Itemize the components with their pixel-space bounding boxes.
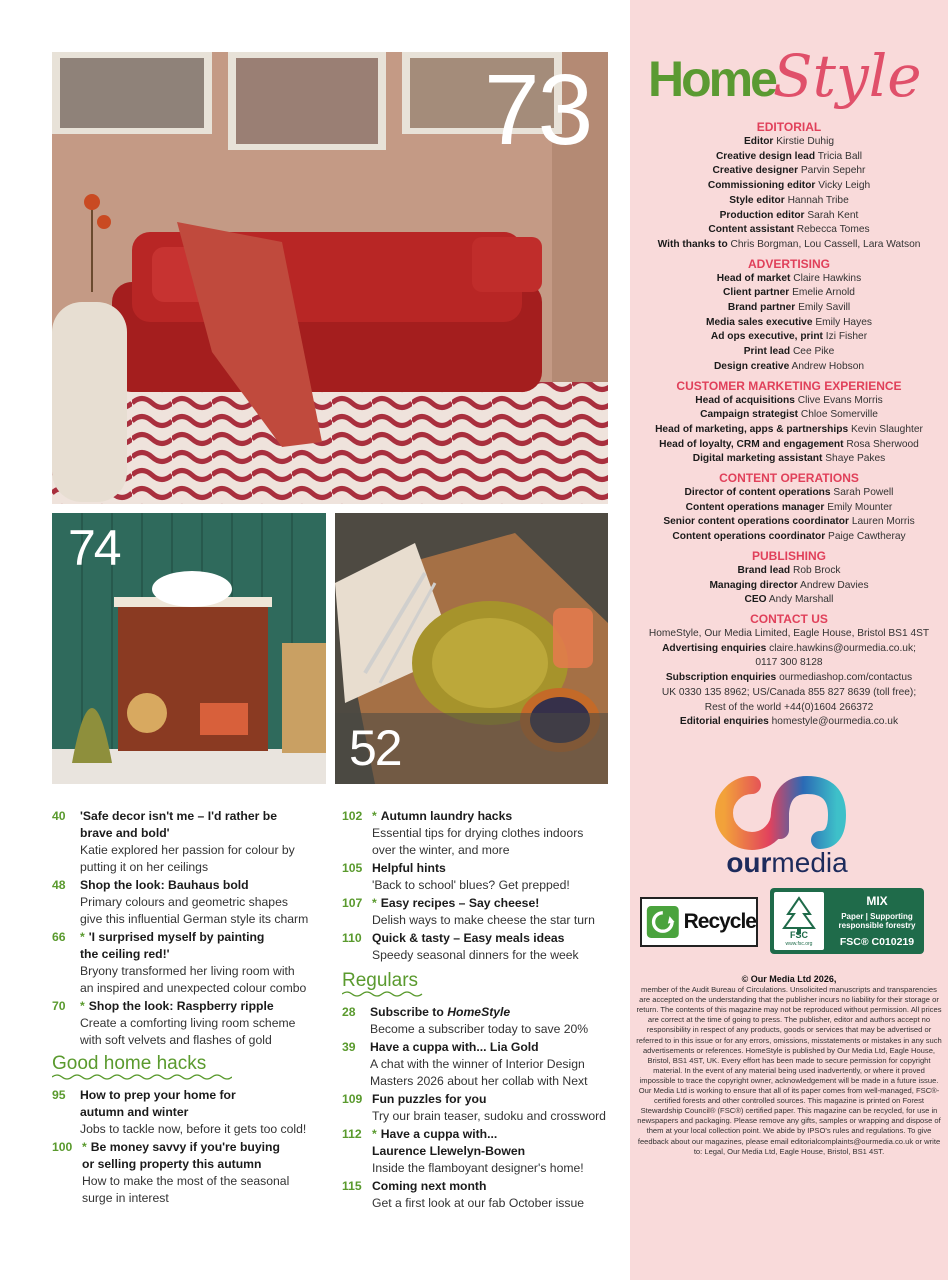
credit-role: Head of market xyxy=(716,272,791,284)
credit-name: Paige Cawtheray xyxy=(828,531,906,543)
contents-item xyxy=(52,929,332,997)
page-ref: 48 xyxy=(52,878,66,892)
headline-text: Easy recipes – Say cheese! xyxy=(380,896,540,910)
item-description: give this influential German style its charm xyxy=(80,912,309,926)
credit-role: Content operations coordinator xyxy=(672,531,826,543)
credit-name: Emelie Arnold xyxy=(792,287,855,299)
credit-name: Chloe Somerville xyxy=(800,409,878,421)
credit-role: Content assistant xyxy=(708,224,794,236)
item-description: Essential tips for drying clothes indoors xyxy=(372,826,584,840)
credit-role: Digital marketing assistant xyxy=(692,453,823,465)
page-ref: 112 xyxy=(342,1127,362,1141)
credit-role: CEO xyxy=(744,594,767,606)
headline-text: Subscribe to xyxy=(370,1005,448,1019)
credit-name: Clive Evans Morris xyxy=(797,394,883,406)
credit-role: Editor xyxy=(743,136,774,147)
item-description: Delish ways to make cheese the star turn xyxy=(372,913,595,927)
credit-name: Shaye Pakes xyxy=(825,453,886,465)
credit-role: With thanks to xyxy=(657,238,728,250)
recycle-badge xyxy=(640,897,758,947)
headline-line-2: Laurence Llewelyn-Bowen xyxy=(372,1144,526,1158)
star-icon: * xyxy=(80,999,85,1013)
star-icon: * xyxy=(372,896,377,910)
credit-row xyxy=(630,316,948,331)
credit-section-heading: EDITORIAL xyxy=(756,120,822,134)
credit-row xyxy=(630,209,948,224)
masthead-panel xyxy=(630,0,948,1280)
contents-item xyxy=(52,1139,332,1207)
page-ref: 107 xyxy=(342,896,363,910)
headline-text: Have a cuppa with... xyxy=(380,1127,498,1141)
ourmedia-wordmark: ourmedia xyxy=(726,847,848,878)
contents-item xyxy=(342,895,624,929)
credit-name: Parvin Sepehr xyxy=(800,165,866,177)
item-headline xyxy=(372,1091,486,1108)
advertising-enquiries: Advertising enquiries claire.hawkins@ourmedia.co.uk; xyxy=(662,642,916,654)
contents-item xyxy=(52,808,332,876)
item-description: 'Back to school' blues? Get prepped! xyxy=(372,878,570,892)
credit-row xyxy=(630,394,948,409)
homestyle-logo xyxy=(648,42,922,110)
credit-row xyxy=(630,286,948,301)
headline-text: 'Safe decor isn't me – I'd rather be xyxy=(80,809,277,823)
page-ref: 115 xyxy=(342,1179,362,1193)
logo-home: Home xyxy=(648,51,775,107)
credit-name: Tricia Ball xyxy=(817,150,863,162)
section-heading-good-home-hacks: Good home hacks xyxy=(52,1053,207,1074)
item-headline xyxy=(370,1004,510,1021)
page-ref: 70 xyxy=(52,999,66,1013)
credit-role: Head of marketing, apps & partnerships xyxy=(655,423,849,435)
credit-role: Brand partner xyxy=(727,302,796,314)
headline-line-2: the ceiling red!' xyxy=(80,947,170,961)
item-headline xyxy=(372,860,446,877)
page-ref: 28 xyxy=(342,1005,356,1019)
credit-row xyxy=(630,330,948,345)
item-headline xyxy=(80,998,274,1015)
contact-address: HomeStyle, Our Media Limited, Eagle House, Bristol BS1 4ST xyxy=(648,627,930,639)
contents-item xyxy=(52,1087,332,1138)
credit-role: Ad ops executive, print xyxy=(710,331,823,343)
legal-notice xyxy=(636,974,942,1157)
headline-text: Autumn laundry hacks xyxy=(380,809,513,823)
page-number-52: 52 xyxy=(349,720,401,776)
credit-row xyxy=(630,579,948,594)
item-description: Masters 2026 about her collab with Next xyxy=(370,1074,588,1088)
contents-item xyxy=(342,1004,624,1038)
credit-role: Print lead xyxy=(743,346,791,358)
contents-item xyxy=(342,1039,624,1090)
item-description: How to make the most of the seasonal xyxy=(82,1174,290,1188)
credit-role: Creative design lead xyxy=(715,150,816,162)
advertising-phone: 0117 300 8128 xyxy=(755,657,823,669)
item-headline xyxy=(370,1039,539,1056)
item-description: Speedy seasonal dinners for the week xyxy=(372,948,579,962)
credit-row xyxy=(630,423,948,438)
star-icon: * xyxy=(82,1140,87,1154)
fsc-tree-icon xyxy=(774,892,824,950)
contents-item xyxy=(342,1178,624,1212)
star-icon: * xyxy=(372,1127,377,1141)
item-description: Primary colours and geometric shapes xyxy=(80,895,288,909)
credit-row xyxy=(630,530,948,545)
item-description: A chat with the winner of Interior Design xyxy=(370,1057,585,1071)
contact-heading: CONTACT US xyxy=(750,611,828,626)
credit-name: Kirstie Duhig xyxy=(776,136,835,147)
contents-item xyxy=(342,1091,624,1125)
fsc-support: Paper | Supporting responsible forestry xyxy=(838,912,916,930)
credit-row xyxy=(630,564,948,579)
credit-row xyxy=(630,272,948,287)
item-description: Jobs to tackle now, before it gets too cold! xyxy=(80,1122,307,1136)
credit-role: Content operations manager xyxy=(685,501,825,513)
credit-row xyxy=(630,408,948,423)
item-description: putting it on her ceilings xyxy=(80,860,209,874)
credit-row xyxy=(630,360,948,375)
contents-item xyxy=(342,930,624,964)
credit-name: Andrew Davies xyxy=(800,579,869,591)
credit-name: Emily Mounter xyxy=(827,501,893,513)
credit-role: Commissioning editor xyxy=(707,180,816,192)
section-heading-regulars: Regulars xyxy=(342,970,419,991)
credit-row xyxy=(630,501,948,516)
item-headline xyxy=(372,1126,497,1143)
page-ref: 66 xyxy=(52,930,66,944)
credit-row xyxy=(630,179,948,194)
headline-line-2: autumn and winter xyxy=(80,1105,189,1119)
credit-role: Media sales executive xyxy=(706,316,813,328)
headline-text: Fun puzzles for you xyxy=(372,1092,487,1106)
credit-row xyxy=(630,593,948,608)
credit-name: Rebecca Tomes xyxy=(796,224,870,236)
subscription-enquiries: Subscription enquiries ourmediashop.com/contactus xyxy=(665,672,913,684)
credit-section-heading: ADVERTISING xyxy=(747,256,830,271)
item-description: Try our brain teaser, sudoku and crossword xyxy=(372,1109,606,1123)
contents-mid-column xyxy=(342,808,624,1213)
headline-text: Shop the look: Raspberry ripple xyxy=(88,999,274,1013)
headline-text: Quick & tasty – Easy meals ideas xyxy=(372,931,565,945)
credit-name: Emily Hayes xyxy=(815,316,872,328)
credit-name: Kevin Slaughter xyxy=(850,423,923,435)
page-number-74: 74 xyxy=(68,520,120,576)
item-headline xyxy=(80,929,264,946)
item-description: surge in interest xyxy=(82,1191,169,1205)
bathroom-photo xyxy=(52,513,326,784)
item-headline xyxy=(372,1178,486,1195)
headline-text: Have a cuppa with... Lia Gold xyxy=(370,1040,539,1054)
fsc-code: FSC® C010219 xyxy=(839,936,915,948)
headline-text: Be money savvy if you're buying xyxy=(90,1140,280,1154)
table-setting-photo xyxy=(335,513,608,784)
item-headline xyxy=(80,1087,236,1104)
item-description: Get a first look at our fab October issue xyxy=(372,1196,585,1210)
item-description: an inspired and unexpected colour combo xyxy=(80,981,307,995)
item-headline xyxy=(80,877,249,894)
credit-name: Sarah Kent xyxy=(807,209,859,221)
headline-text: How to prep your home for xyxy=(80,1088,236,1102)
credit-name: Andy Marshall xyxy=(768,594,834,606)
credit-row xyxy=(630,223,948,238)
credit-role: Head of acquisitions xyxy=(695,394,795,406)
ourmedia-logo xyxy=(712,770,862,879)
credit-row xyxy=(630,486,948,501)
fsc-badge xyxy=(770,888,924,954)
item-description: over the winter, and more xyxy=(372,843,510,857)
credit-section-heading: CUSTOMER MARKETING EXPERIENCE xyxy=(676,378,902,393)
credit-role: Senior content operations coordinator xyxy=(663,516,849,528)
contents-item xyxy=(342,1126,624,1177)
credit-row xyxy=(630,515,948,530)
credit-row xyxy=(630,164,948,179)
credit-row xyxy=(630,238,948,253)
credit-name: Vicky Leigh xyxy=(818,180,871,192)
star-icon: * xyxy=(80,930,85,944)
headline-text: 'I surprised myself by painting xyxy=(88,930,265,944)
fsc-mix: MIX xyxy=(866,894,888,908)
page-ref: 39 xyxy=(342,1040,356,1054)
contents-item xyxy=(342,860,624,894)
recycle-label: Recycle xyxy=(683,910,756,933)
credit-name: Izi Fisher xyxy=(825,331,868,343)
subscription-world: Rest of the world +44(0)1604 266372 xyxy=(704,701,874,713)
credit-role: Campaign strategist xyxy=(700,409,799,421)
editorial-enquiries: Editorial enquiries homestyle@ourmedia.co.uk xyxy=(679,716,899,728)
credit-role: Brand lead xyxy=(737,564,791,576)
credit-name: Lauren Morris xyxy=(851,516,915,528)
credit-role: Client partner xyxy=(723,287,790,299)
contents-item xyxy=(342,808,624,859)
headline-text: Helpful hints xyxy=(372,861,446,875)
fsc-url: www.fsc.org xyxy=(785,941,813,947)
headline-line-2: or selling property this autumn xyxy=(82,1157,262,1171)
contents-left-column xyxy=(52,808,332,1208)
credit-role: Style editor xyxy=(729,194,785,206)
credit-row xyxy=(630,301,948,316)
credit-name: Rob Brock xyxy=(792,564,841,576)
item-headline xyxy=(82,1139,280,1156)
credit-role: Director of content operations xyxy=(684,487,831,499)
headline-text: Coming next month xyxy=(372,1179,487,1193)
credit-name: Emily Savill xyxy=(798,302,851,314)
page-ref: 105 xyxy=(342,861,363,875)
star-icon: * xyxy=(372,809,377,823)
page-ref: 95 xyxy=(52,1088,66,1102)
credit-row xyxy=(630,194,948,209)
item-description: Inside the flamboyant designer's home! xyxy=(372,1161,584,1175)
credit-row xyxy=(630,150,948,165)
headline-line-2: brave and bold' xyxy=(80,826,170,840)
credit-row xyxy=(630,345,948,360)
page-ref: 110 xyxy=(342,931,362,945)
credit-name: Hannah Tribe xyxy=(787,194,849,206)
legal-text: member of the Audit Bureau of Circulations. Unsolicited manuscripts and transparencies are accepted on the understanding that the publisher incurs no liability for their storage or return. The contents of this magazine may not be reproduced without permission. All prices are correct at the time of going to press. The publisher, editor and authors accept no responsibility in respect of any products, goods or services that may be advertised or referred to in this issue or for any errors, omissions, misstatements or mistakes in any such advertisements or references. HomeStyle is published by Our Media Ltd, Eagle House, Bristol, BS1 4ST, UK. Every effort has been made to secure permission for copyright material. In the event of any material being used inadvertently, or where it proved impossible to trace the copyright owner, acknowledgement will be made in a future issue. Our Media Ltd is working to ensure that all of its paper comes from well-managed, FSC®-certified forests and other controlled sources. This magazine is printed on Forest Stewardship Council® (FSC®) certified paper. This magazine can be recycled, for use in newspapers and packaging. Please remove any gifts, samples or wrapping and dispose of them at your local collection point. We abide by IPSO's rules and regulations. To give feedback about our magazines, please email editorialcomplaints@ourmedia.co.uk or write to: Legal, Our Media Ltd, Eagle House, Bristol, BS1 4ST. xyxy=(636,985,942,1156)
credit-row xyxy=(630,135,948,150)
credit-section-heading: CONTENT OPERATIONS xyxy=(719,471,859,486)
legal-title: © Our Media Ltd 2026, xyxy=(741,974,837,984)
credit-role: Managing director xyxy=(709,579,798,591)
living-room-photo xyxy=(52,52,608,504)
credit-name: Rosa Sherwood xyxy=(846,438,919,450)
credit-row xyxy=(630,452,948,467)
credit-role: Design creative xyxy=(713,360,790,372)
item-headline xyxy=(80,808,277,825)
credit-name: Cee Pike xyxy=(792,346,835,358)
page-number-73: 73 xyxy=(484,54,592,166)
page-ref: 40 xyxy=(52,809,66,823)
subscription-phones: UK 0330 135 8962; US/Canada 855 827 8639 (toll free); xyxy=(661,686,917,698)
credit-row xyxy=(630,438,948,453)
credit-section-heading: PUBLISHING xyxy=(751,548,826,563)
item-description: Create a comforting living room scheme xyxy=(80,1016,296,1030)
headline-text: Shop the look: Bauhaus bold xyxy=(80,878,249,892)
credit-name: Sarah Powell xyxy=(833,487,894,499)
item-headline xyxy=(372,895,539,912)
contents-item xyxy=(52,877,332,928)
contents-item xyxy=(52,998,332,1049)
ourmedia-mark-icon xyxy=(712,770,862,850)
squiggle-divider xyxy=(342,990,424,998)
credits-list xyxy=(630,116,948,730)
item-description: Katie explored her passion for colour by xyxy=(80,843,295,857)
item-description: Become a subscriber today to save 20% xyxy=(370,1022,589,1036)
headline-emphasis: HomeStyle xyxy=(447,1005,511,1019)
page-ref: 102 xyxy=(342,809,363,823)
credit-name: Chris Borgman, Lou Cassell, Lara Watson xyxy=(730,238,921,250)
recycle-icon xyxy=(646,902,680,942)
item-description: Bryony transformed her living room with xyxy=(80,964,295,978)
item-headline xyxy=(372,808,512,825)
credit-role: Creative designer xyxy=(712,165,799,177)
credit-name: Andrew Hobson xyxy=(791,360,865,372)
page-ref: 109 xyxy=(342,1092,363,1106)
fsc-small-label: FSC xyxy=(790,930,808,940)
credit-name: Claire Hawkins xyxy=(793,272,862,284)
page-ref: 100 xyxy=(52,1140,73,1154)
credit-role: Head of loyalty, CRM and engagement xyxy=(659,438,844,450)
item-description: with soft velvets and flashes of gold xyxy=(80,1033,272,1047)
item-headline xyxy=(372,930,564,947)
squiggle-divider xyxy=(52,1073,232,1081)
logo-style: Style xyxy=(772,42,922,110)
credit-role: Production editor xyxy=(719,209,805,221)
